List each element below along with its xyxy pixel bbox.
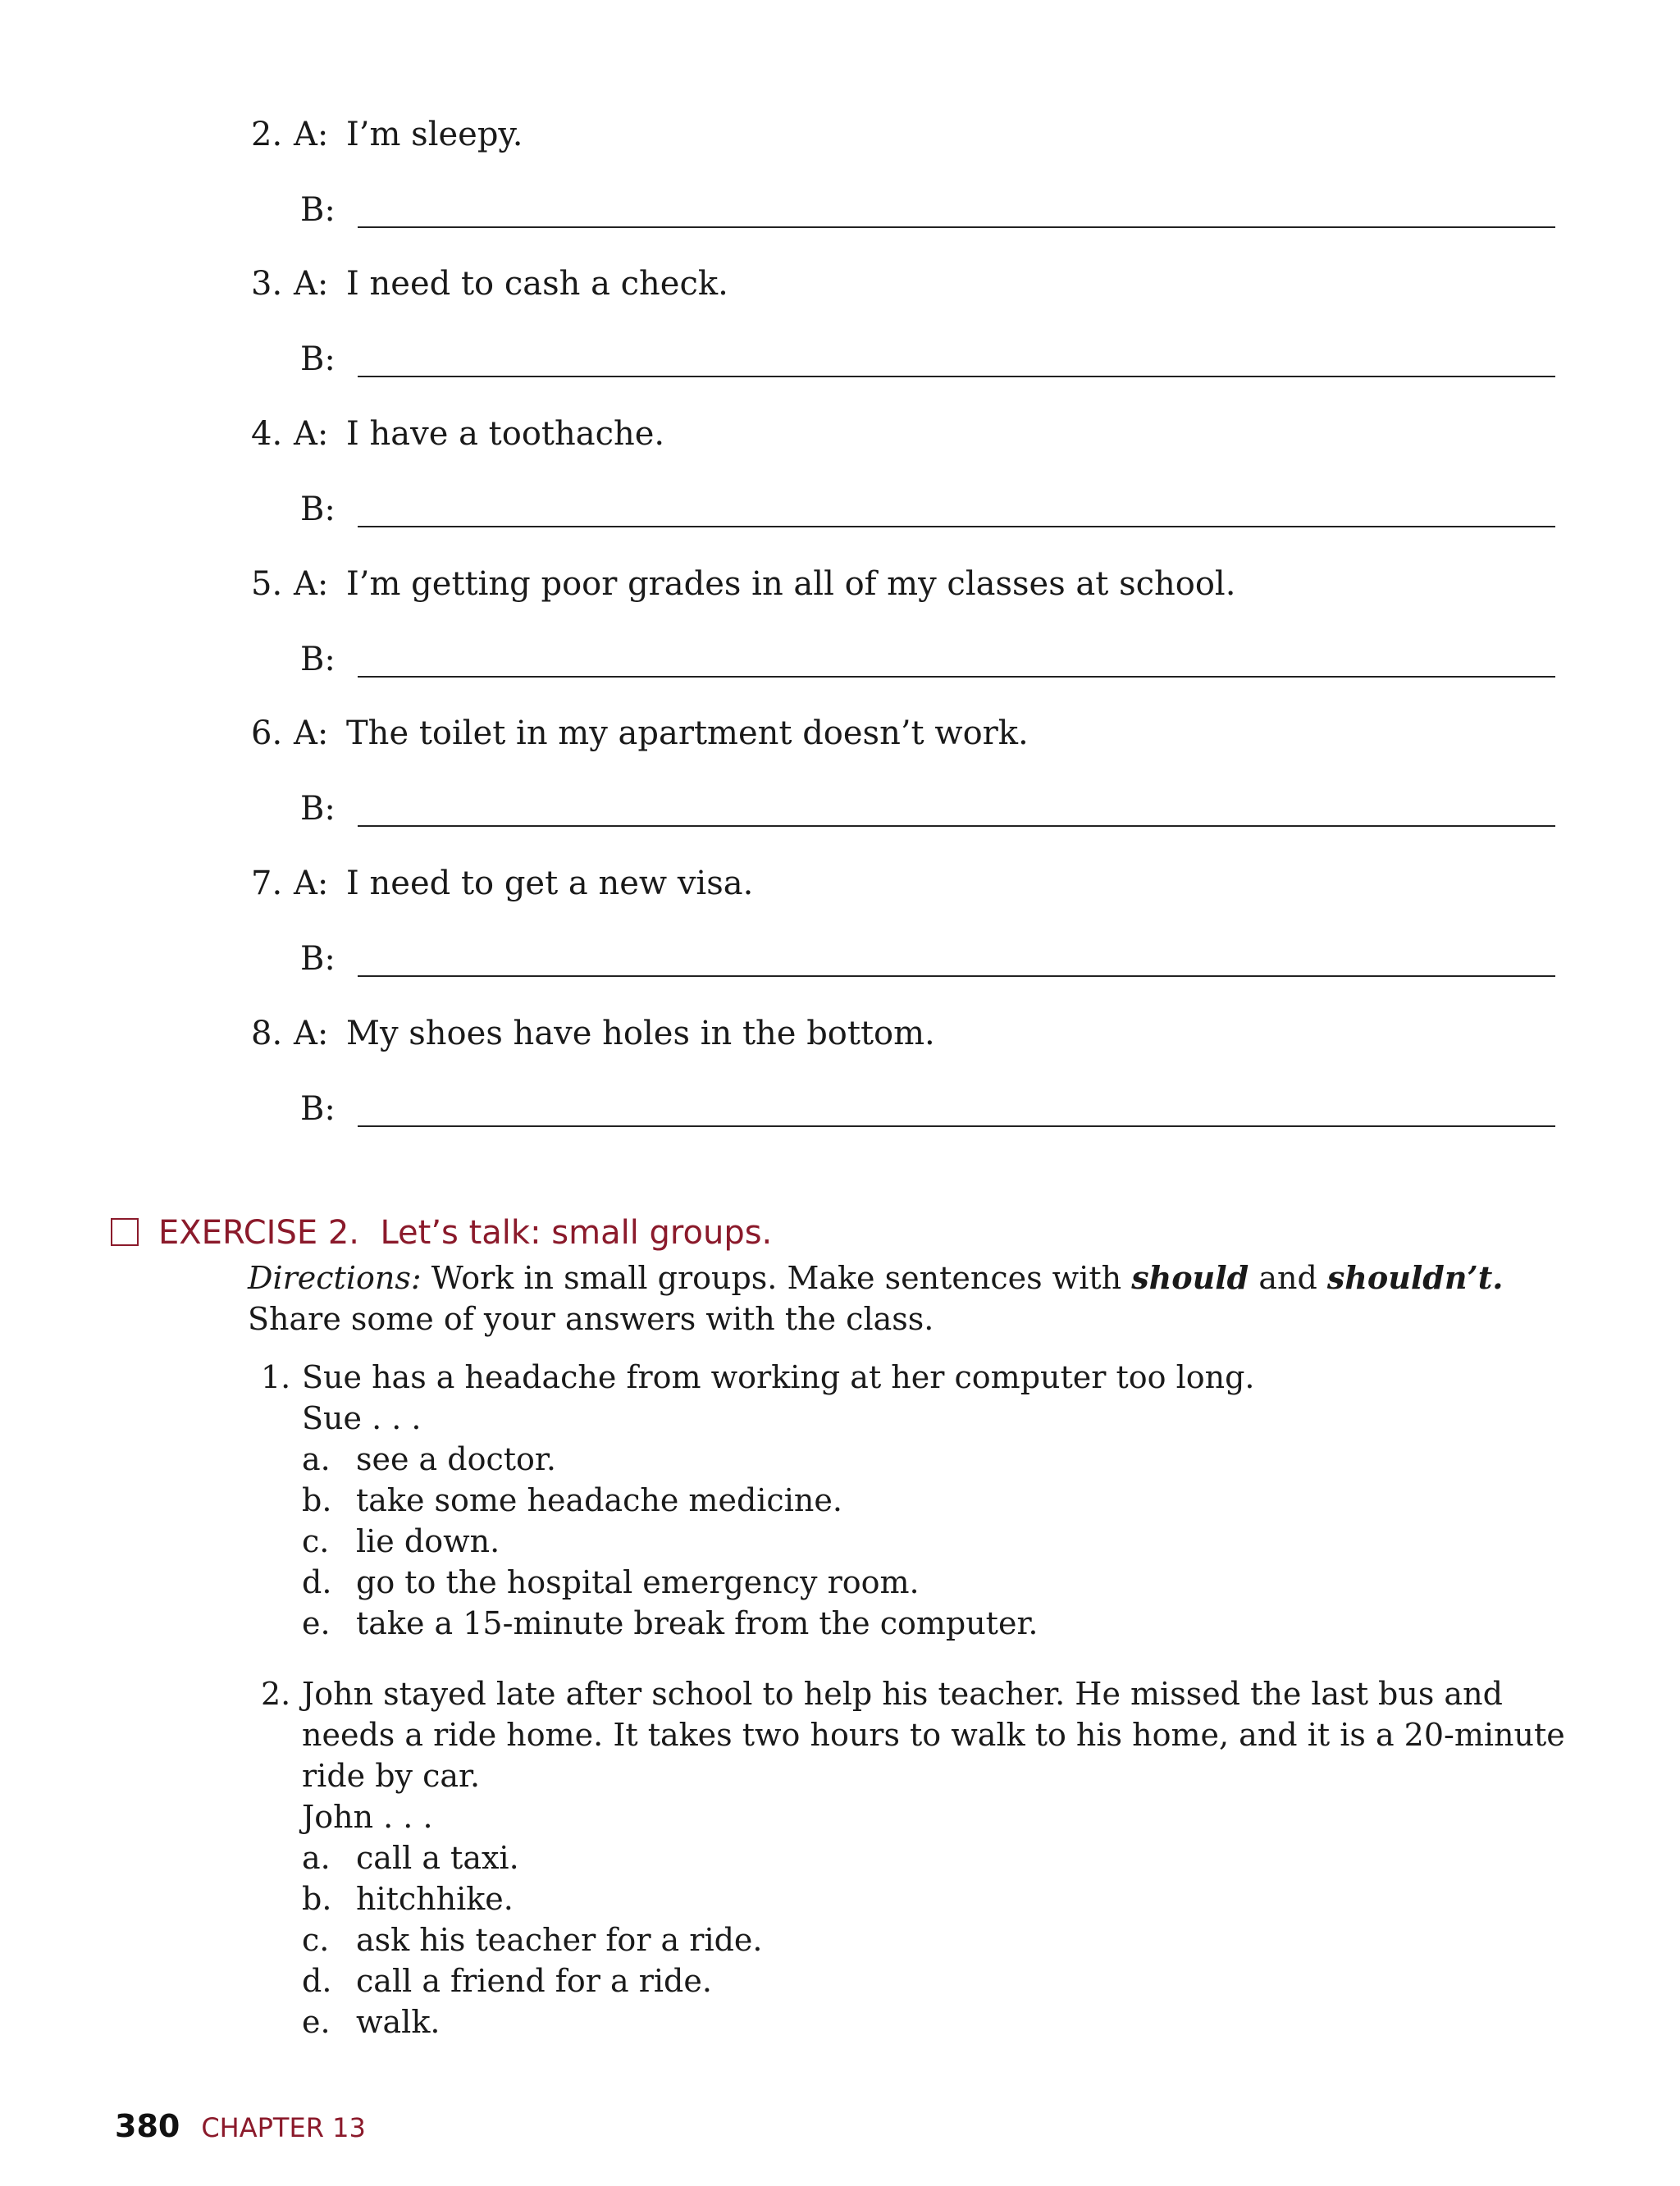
speaker-a-label: A: [294, 415, 329, 453]
item-prompt: John stayed late after school to help his teacher. He missed the last bus and needs a ride home. It takes two hours to walk to his home, and it is a 20-minute ride by car. [302, 1676, 1565, 1794]
answer-blank[interactable] [358, 825, 1555, 827]
exercise-subtitle: Let’s talk: small groups. [380, 1214, 773, 1252]
directions-and: and [1258, 1260, 1317, 1296]
keyword-shouldnt: shouldn’t. [1326, 1259, 1504, 1296]
exercise-title: EXERCISE 2. [158, 1214, 360, 1252]
option-d [302, 1960, 1565, 2001]
speaker-b-label: B: [300, 491, 336, 528]
option-letter: b. [302, 1881, 332, 1917]
speaker-a-text: I need to get a new visa. [346, 865, 754, 902]
item-subject: Sue . . . [302, 1400, 422, 1436]
answer-blank[interactable] [358, 1125, 1555, 1127]
directions-text-2: Share some of your answers with the class. [248, 1301, 934, 1337]
chapter-label: CHAPTER 13 [201, 2112, 366, 2143]
speaker-a-text: My shoes have holes in the bottom. [346, 1015, 935, 1052]
option-letter: a. [302, 1840, 331, 1876]
speaker-a-label: A: [294, 714, 329, 752]
dialogue-7 [251, 864, 1564, 978]
speaker-a-label: A: [294, 1015, 329, 1052]
option-text: take some headache medicine. [356, 1482, 842, 1518]
speaker-b-label: B: [300, 940, 336, 978]
option-letter: c. [302, 1922, 330, 1958]
item-number: 4. [251, 415, 283, 453]
speaker-a-text: I’m getting poor grades in all of my classes at school. [346, 565, 1236, 603]
option-c [302, 1919, 1565, 1960]
dialogue-5 [251, 564, 1564, 678]
option-e [302, 1603, 1565, 1644]
answer-blank[interactable] [358, 376, 1555, 377]
option-b [302, 1480, 1565, 1521]
speaker-a-text: The toilet in my apartment doesn’t work. [346, 714, 1029, 752]
option-letter: a. [302, 1441, 331, 1477]
dialogue-6 [251, 714, 1564, 828]
option-text: ask his teacher for a ride. [356, 1922, 763, 1958]
speaker-a-text: I have a toothache. [346, 415, 665, 453]
option-c [302, 1521, 1565, 1562]
speaker-a-label: A: [294, 265, 329, 303]
item-subject: John . . . [302, 1799, 433, 1835]
option-letter: e. [302, 1605, 331, 1641]
option-text: see a doctor. [356, 1441, 556, 1477]
dialogue-3 [251, 264, 1564, 378]
answer-blank[interactable] [358, 226, 1555, 228]
item-number: 5. [251, 565, 283, 603]
speaker-b-label: B: [300, 641, 336, 678]
item-number: 2. [261, 1676, 291, 1712]
exercise-heading [111, 1214, 772, 1252]
option-a [302, 1439, 1565, 1480]
item-number: 2. [251, 116, 283, 153]
item-prompt: Sue has a headache from working at her computer too long. [302, 1359, 1255, 1395]
dialogue-8 [251, 1014, 1564, 1128]
speaker-b-label: B: [300, 340, 336, 378]
item-number: 3. [251, 265, 283, 303]
answer-blank[interactable] [358, 676, 1555, 678]
option-letter: e. [302, 2004, 331, 2040]
dialogue-4 [251, 414, 1564, 528]
answer-blank[interactable] [358, 526, 1555, 527]
option-text: call a taxi. [356, 1840, 519, 1876]
option-letter: b. [302, 1482, 332, 1518]
option-text: take a 15-minute break from the computer. [356, 1605, 1039, 1641]
speaker-a-text: I’m sleepy. [346, 116, 523, 153]
option-b [302, 1878, 1565, 1919]
speaker-b-label: B: [300, 191, 336, 229]
speaker-b-label: B: [300, 790, 336, 828]
exercise-item-2 [261, 1673, 1573, 2040]
option-text: lie down. [356, 1523, 500, 1559]
option-a [302, 1837, 1565, 1878]
speaker-a-text: I need to cash a check. [346, 265, 728, 303]
item-number: 7. [251, 865, 283, 902]
option-text: hitchhike. [356, 1881, 514, 1917]
speaker-b-label: B: [300, 1090, 336, 1128]
page-number: 380 [115, 2108, 180, 2144]
item-number: 8. [251, 1015, 283, 1052]
page-footer [115, 2108, 366, 2144]
option-d [302, 1562, 1565, 1603]
checkbox-icon[interactable] [111, 1218, 139, 1246]
option-e [302, 2001, 1565, 2042]
option-text: call a friend for a ride. [356, 1963, 712, 1999]
option-text: go to the hospital emergency room. [356, 1564, 920, 1600]
speaker-a-label: A: [294, 865, 329, 902]
speaker-a-label: A: [294, 116, 329, 153]
option-letter: c. [302, 1523, 330, 1559]
keyword-should: should [1131, 1259, 1249, 1296]
item-number: 6. [251, 714, 283, 752]
directions-text: Work in small groups. Make sentences with [431, 1260, 1122, 1296]
option-letter: d. [302, 1564, 332, 1600]
item-number: 1. [261, 1359, 291, 1395]
exercise-item-1 [261, 1357, 1573, 1641]
directions [248, 1257, 1560, 1339]
speaker-a-label: A: [294, 565, 329, 603]
directions-label: Directions: [248, 1260, 422, 1296]
option-text: walk. [356, 2004, 441, 2040]
option-letter: d. [302, 1963, 332, 1999]
dialogue-2 [251, 115, 1564, 229]
answer-blank[interactable] [358, 975, 1555, 977]
